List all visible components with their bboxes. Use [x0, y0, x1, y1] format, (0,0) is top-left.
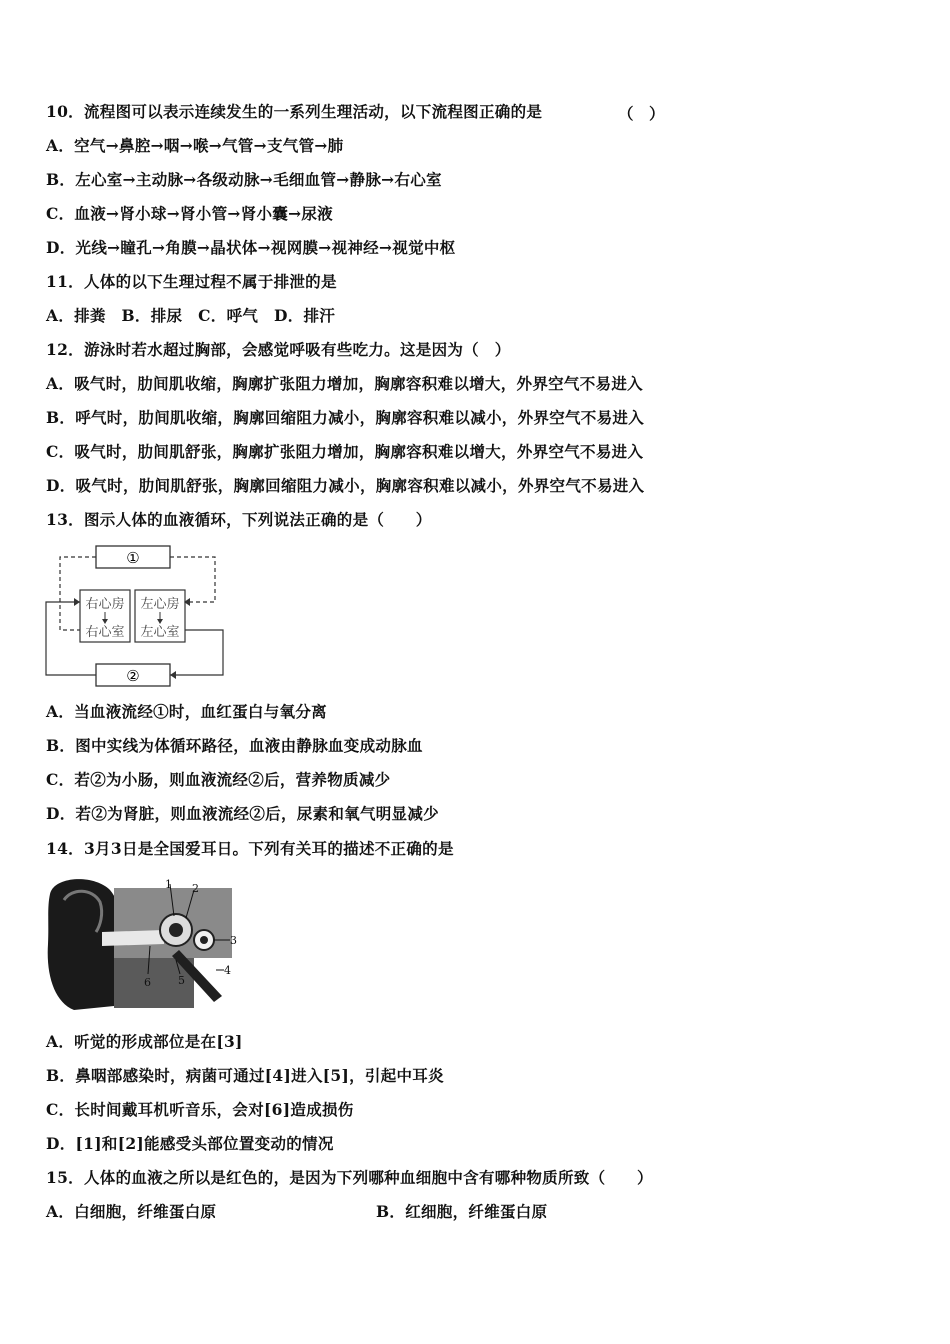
ear-label-3: 3	[230, 934, 237, 947]
ear-label-1: 1	[165, 878, 172, 891]
q14-stem: 14．3月3日是全国爱耳日。下列有关耳的描述不正确的是	[46, 839, 454, 858]
q12-option-d: D．吸气时，肋间肌舒张，胸廓回缩阻力减小，胸廓容积难以减小，外界空气不易进入	[46, 476, 645, 495]
circulation-diagram	[40, 540, 230, 692]
q14-option-b: B．鼻咽部感染时，病菌可通过[4]进入[5]，引起中耳炎	[46, 1066, 444, 1085]
q10-option-c: C．血液→肾小球→肾小管→肾小囊→尿液	[46, 204, 333, 223]
right-ventricle-label: 右心室	[85, 625, 125, 640]
q14-option-c: C．长时间戴耳机听音乐，会对[6]造成损伤	[46, 1100, 354, 1119]
q13-option-d: D．若②为肾脏，则血液流经②后，尿素和氧气明显减少	[46, 804, 439, 823]
q13-option-a: A．当血液流经①时，血红蛋白与氧分离	[46, 702, 327, 721]
ear-label-6: 6	[144, 976, 151, 989]
q10-stem: 10．流程图可以表示连续发生的一系列生理活动，以下流程图正确的是	[46, 102, 543, 121]
q10-option-b: B．左心室→主动脉→各级动脉→毛细血管→静脉→右心室	[46, 170, 442, 189]
q14-option-a: A．听觉的形成部位是在[3]	[46, 1032, 243, 1051]
right-atrium-label: 右心房	[85, 597, 125, 612]
ear-label-5: 5	[178, 974, 185, 987]
q15-option-a: A．白细胞，纤维蛋白原	[46, 1202, 217, 1221]
q11-options: A．排粪 B．排尿 C．呼气 D．排汗	[46, 306, 336, 325]
q15-stem: 15．人体的血液之所以是红色的，是因为下列哪种血细胞中含有哪种物质所致（ ）	[46, 1168, 653, 1187]
box1-label: ①	[126, 549, 140, 567]
ear-label-2: 2	[192, 882, 199, 895]
q12-option-c: C．吸气时，肋间肌舒张，胸廓扩张阻力增加，胸廓容积难以增大，外界空气不易进入	[46, 442, 644, 461]
box2-label: ②	[126, 667, 140, 685]
q12-stem: 12．游泳时若水超过胸部，会感觉呼吸有些吃力。这是因为（ ）	[46, 340, 511, 359]
ear-diagram	[44, 874, 242, 1014]
q15-option-b: B．红细胞，纤维蛋白原	[376, 1202, 548, 1221]
ear-label-4: 4	[224, 964, 231, 977]
q14-option-d: D．[1]和[2]能感受头部位置变动的情况	[46, 1134, 334, 1153]
q10-option-d: D．光线→瞳孔→角膜→晶状体→视网膜→视神经→视觉中枢	[46, 238, 456, 257]
q12-option-a: A．吸气时，肋间肌收缩，胸廓扩张阻力增加，胸廓容积难以增大，外界空气不易进入	[46, 374, 643, 393]
q12-option-b: B．呼气时，肋间肌收缩，胸廓回缩阻力减小，胸廓容积难以减小，外界空气不易进入	[46, 408, 645, 427]
q13-option-b: B．图中实线为体循环路径，血液由静脉血变成动脉血	[46, 736, 423, 755]
q13-option-c: C．若②为小肠，则血液流经②后，营养物质减少	[46, 770, 391, 789]
q10-option-a: A．空气→鼻腔→咽→喉→气管→支气管→肺	[46, 136, 344, 155]
q11-stem: 11．人体的以下生理过程不属于排泄的是	[46, 272, 337, 291]
q10-answer-paren: （ ）	[618, 104, 665, 123]
q13-stem: 13．图示人体的血液循环，下列说法正确的是（ ）	[46, 510, 432, 529]
left-ventricle-label: 左心室	[140, 625, 180, 640]
left-atrium-label: 左心房	[140, 597, 180, 612]
